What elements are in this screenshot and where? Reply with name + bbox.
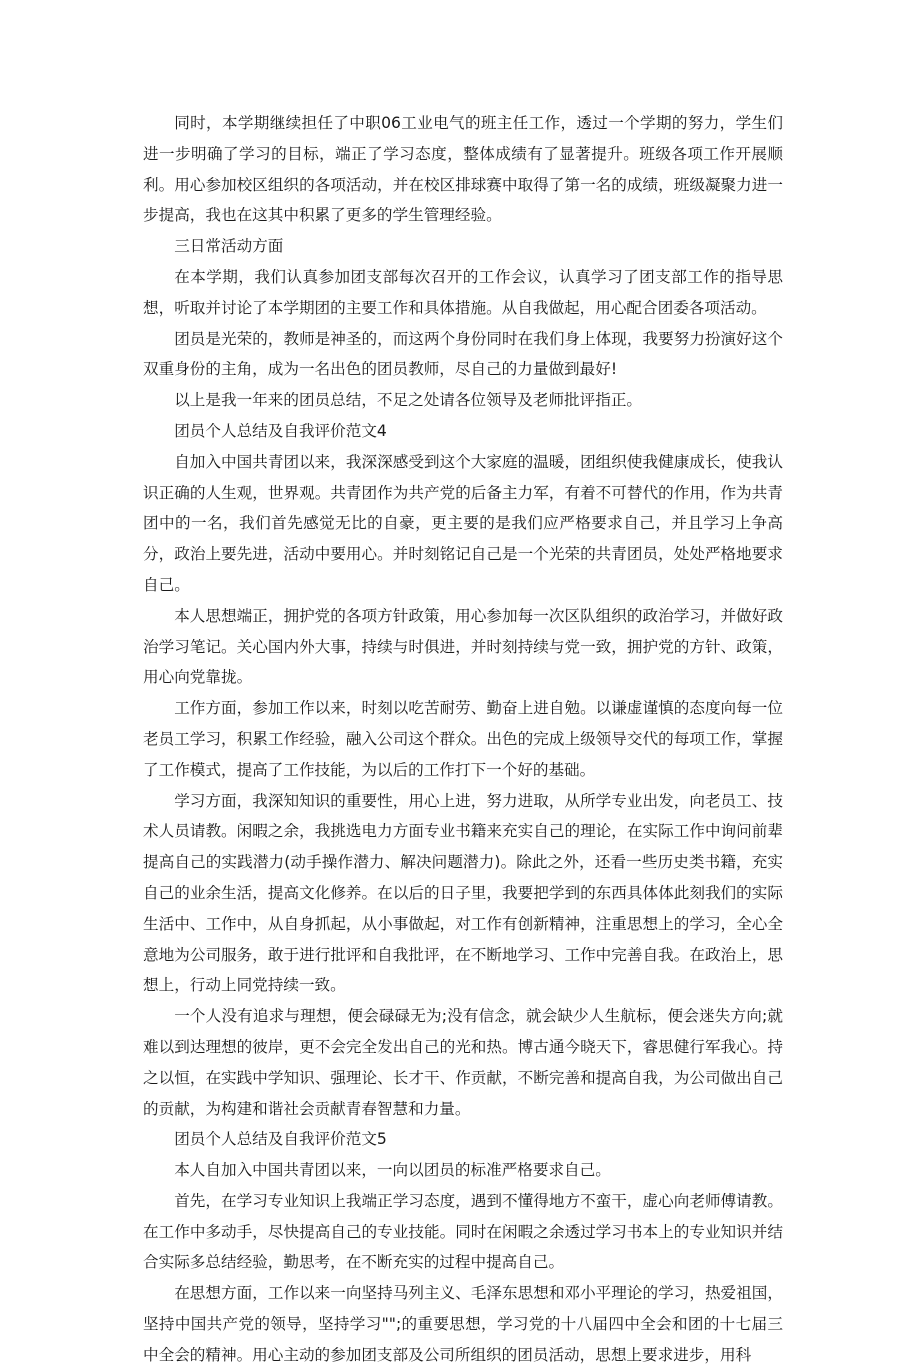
- paragraph-self-requirement: 本人自加入中国共青团以来，一向以团员的标准严格要求自己。: [174, 1161, 611, 1180]
- paragraph-meetings: 在本学期，我们认真参加团支部每次召开的工作会议，认真学习了团支部工作的指导思想，听取并讨论了本学期团的主要工作和具体措施。从自我做起，用心配合团委各项活动。: [143, 267, 783, 317]
- paragraph-political-thought: 本人思想端正，拥护党的各项方针政策，用心参加每一次区队组织的政治学习，并做好政治学习笔记。关心国内外大事，持续与时俱进，并时刻持续与党一致，拥护党的方针、政策，用心向党靠拢。: [143, 606, 783, 687]
- paragraph-ideological-aspect: 在思想方面，工作以来一向坚持马列主义、毛泽东思想和邓小平理论的学习，热爱祖国，坚持中国共产党的领导，坚持学习"";的重要思想，学习党的十八届四中全会和团的十七届三中全会的精神。用心主动的参加团支部及公司所组织的团员活动，思想上要求进步，用科: [143, 1284, 783, 1364]
- paragraph-ideals: 一个人没有追求与理想，便会碌碌无为;没有信念，就会缺少人生航标，便会迷失方向;就难以到达理想的彼岸，更不会完全发出自己的光和热。博古通今晓天下，睿思健行军我心。持之以恒，在实践中学知识、强理论、长才干、作贡献，不断完善和提高自我，为公司做出自己的贡献，为构建和谐社会贡献青春智慧和力量。: [143, 1007, 783, 1118]
- paragraph-dual-identity: 团员是光荣的，教师是神圣的，而这两个身份同时在我们身上体现，我要努力扮演好这个双重身份的主角，成为一名出色的团员教师，尽自己的力量做到最好!: [143, 329, 783, 379]
- section-heading-sample-4: 团员个人总结及自我评价范文4: [174, 421, 387, 440]
- paragraph-work-aspect: 工作方面，参加工作以来，时刻以吃苦耐劳、勤奋上进自勉。以谦虚谨慎的态度向每一位老员工学习，积累工作经验，融入公司这个群众。出色的完成上级领导交代的每项工作，掌握了工作模式，提高了工作技能，为以后的工作打下一个好的基础。: [143, 699, 783, 779]
- paragraph-professional-study: 首先，在学习专业知识上我端正学习态度，遇到不懂得地方不蛮干，虚心向老师傅请教。在工作中多动手，尽快提高自己的专业技能。同时在闲暇之余透过学习书本上的专业知识并结合实际多总结经验，勤思考，在不断充实的过程中提高自己。: [143, 1191, 783, 1272]
- section-heading-sample-5: 团员个人总结及自我评价范文5: [174, 1130, 387, 1149]
- paragraph-class-teacher-work: 同时，本学期继续担任了中职06工业电气的班主任工作，透过一个学期的努力，学生们进一步明确了学习的目标，端正了学习态度，整体成绩有了显著提升。班级各项工作开展顺利。用心参加校区组织的各项活动，并在校区排球赛中取得了第一名的成绩，班级凝聚力进一步提高，我也在这其中积累了更多的学生管理经验。: [143, 114, 783, 225]
- paragraph-joining-league: 自加入中国共青团以来，我深深感受到这个大家庭的温暖，团组织使我健康成长，使我认识正确的人生观，世界观。共青团作为共产党的后备主力军，有着不可替代的作用，作为共青团中的一名，我们首先感觉无比的自豪，更主要的是我们应严格要求自己，并且学习上争高分，政治上要先进，活动中要用心。并时刻铭记自己是一个光荣的共青团员，处处严格地要求自己。: [143, 452, 783, 594]
- section-heading-daily-activities: 三日常活动方面: [174, 237, 284, 256]
- document-body: [143, 108, 783, 1371]
- paragraph-study-aspect: 学习方面，我深知知识的重要性，用心上进，努力进取，从所学专业出发，向老员工、技术人员请教。闲暇之余，我挑选电力方面专业书籍来充实自己的理论，在实际工作中询问前辈提高自己的实践潜力(动手操作潜力、解决问题潜力)。除此之外，还看一些历史类书籍，充实自己的业余生活，提高文化修养。在以后的日子里，我要把学到的东西具体体此刻我们的实际生活中、工作中，从自身抓起，从小事做起，对工作有创新精神，注重思想上的学习，全心全意地为公司服务，敢于进行批评和自我批评，在不断地学习、工作中完善自我。在政治上，思想上，行动上同党持续一致。: [143, 791, 783, 995]
- paragraph-closing-summary: 以上是我一年来的团员总结，不足之处请各位领导及老师批评指正。: [174, 391, 643, 410]
